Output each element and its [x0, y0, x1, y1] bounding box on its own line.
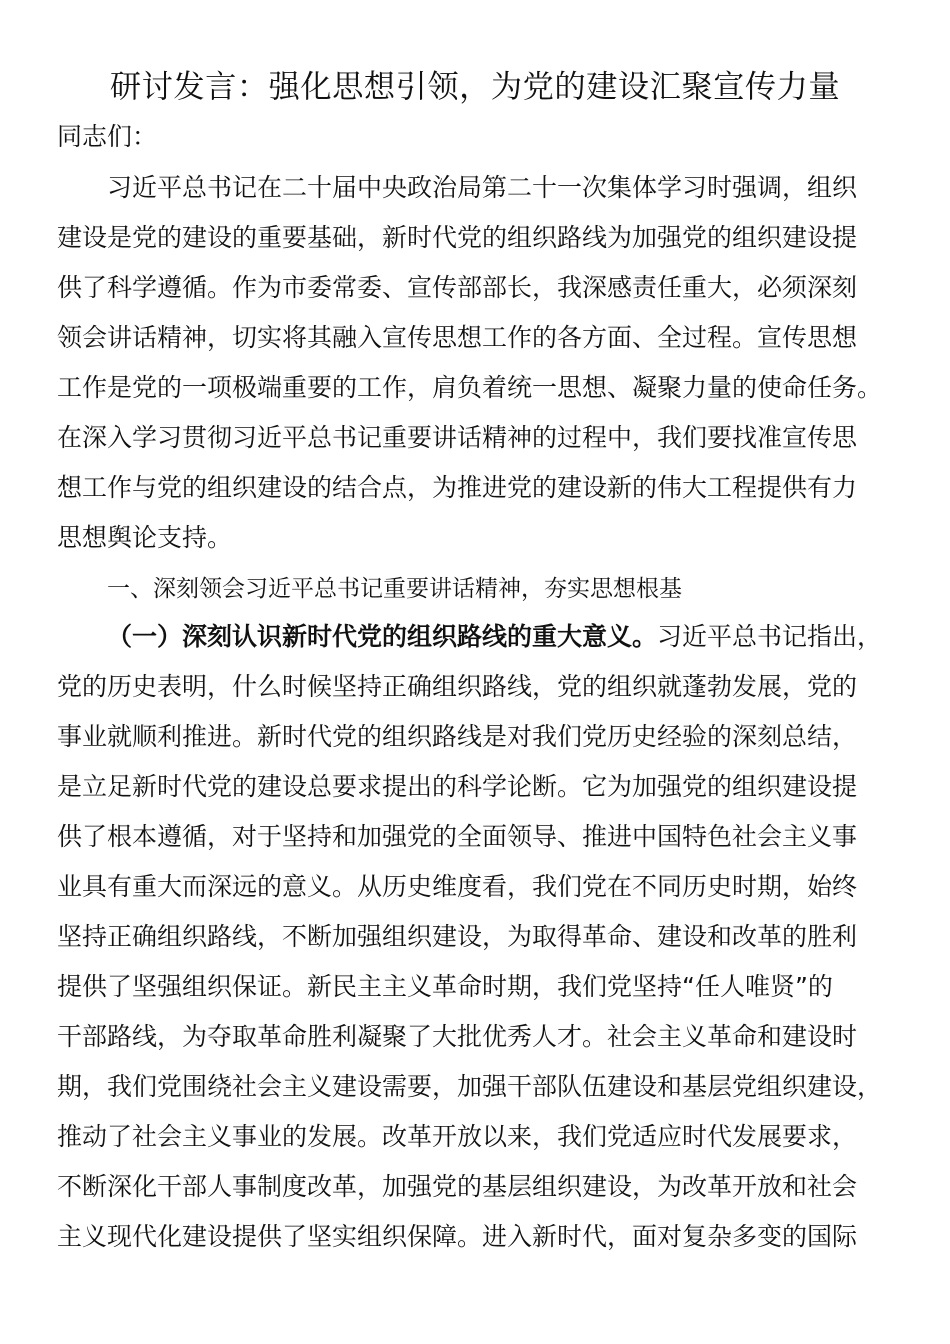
paragraph-line: 不断深化干部人事制度改革，加强党的基层组织建设，为改革开放和社会	[57, 1172, 858, 1201]
section-heading: 一、深刻领会习近平总书记重要讲话精神，夯实思想根基	[107, 576, 682, 602]
paragraph-line: 党的历史表明，什么时候坚持正确组织路线，党的组织就蓬勃发展，党的	[57, 672, 858, 701]
paragraph-line: 在深入学习贯彻习近平总书记重要讲话精神的过程中，我们要找准宣传思	[57, 423, 858, 452]
paragraph-line: 干部路线，为夺取革命胜利凝聚了大批优秀人才。社会主义革命和建设时	[57, 1022, 858, 1051]
salutation: 同志们：	[57, 122, 158, 151]
paragraph-line: 工作是党的一项极端重要的工作，肩负着统一思想、凝聚力量的使命任务。	[57, 373, 883, 402]
paragraph-line: 坚持正确组织路线，不断加强组织建设，为取得革命、建设和改革的胜利	[57, 922, 858, 951]
paragraph-line: 建设是党的建设的重要基础，新时代党的组织路线为加强党的组织建设提	[57, 223, 858, 252]
paragraph-line: 习近平总书记在二十届中央政治局第二十一次集体学习时强调，组织	[107, 173, 858, 202]
paragraph-line: 供了根本遵循，对于坚持和加强党的全面领导、推进中国特色社会主义事	[57, 822, 858, 851]
paragraph-line: 供了科学遵循。作为市委常委、宣传部部长，我深感责任重大，必须深刻	[57, 273, 858, 302]
paragraph-line: 期，我们党围绕社会主义建设需要，加强干部队伍建设和基层党组织建设，	[57, 1072, 883, 1101]
document-title: 研讨发言：强化思想引领，为党的建设汇聚宣传力量	[109, 69, 841, 105]
subsection-text: 习近平总书记指出，	[657, 622, 883, 651]
subsection-first-line	[107, 617, 882, 657]
paragraph-line: 推动了社会主义事业的发展。改革开放以来，我们党适应时代发展要求，	[57, 1122, 858, 1151]
paragraph-line: 主义现代化建设提供了坚实组织保障。进入新时代，面对复杂多变的国际	[57, 1222, 858, 1251]
paragraph-line: 业具有重大而深远的意义。从历史维度看，我们党在不同历史时期，始终	[57, 872, 858, 901]
paragraph-line: 领会讲话精神，切实将其融入宣传思想工作的各方面、全过程。宣传思想	[57, 323, 858, 352]
subsection-heading: （一）深刻认识新时代党的组织路线的重大意义。	[107, 622, 658, 651]
paragraph-line: 是立足新时代党的建设总要求提出的科学论断。它为加强党的组织建设提	[57, 772, 858, 801]
paragraph-line: 事业就顺利推进。新时代党的组织路线是对我们党历史经验的深刻总结，	[57, 722, 858, 751]
paragraph-line: 想工作与党的组织建设的结合点，为推进党的建设新的伟大工程提供有力	[57, 473, 858, 502]
paragraph-line: 思想舆论支持。	[57, 523, 233, 552]
paragraph-line: 提供了坚强组织保证。新民主主义革命时期，我们党坚持“任人唯贤”的	[57, 972, 833, 1001]
